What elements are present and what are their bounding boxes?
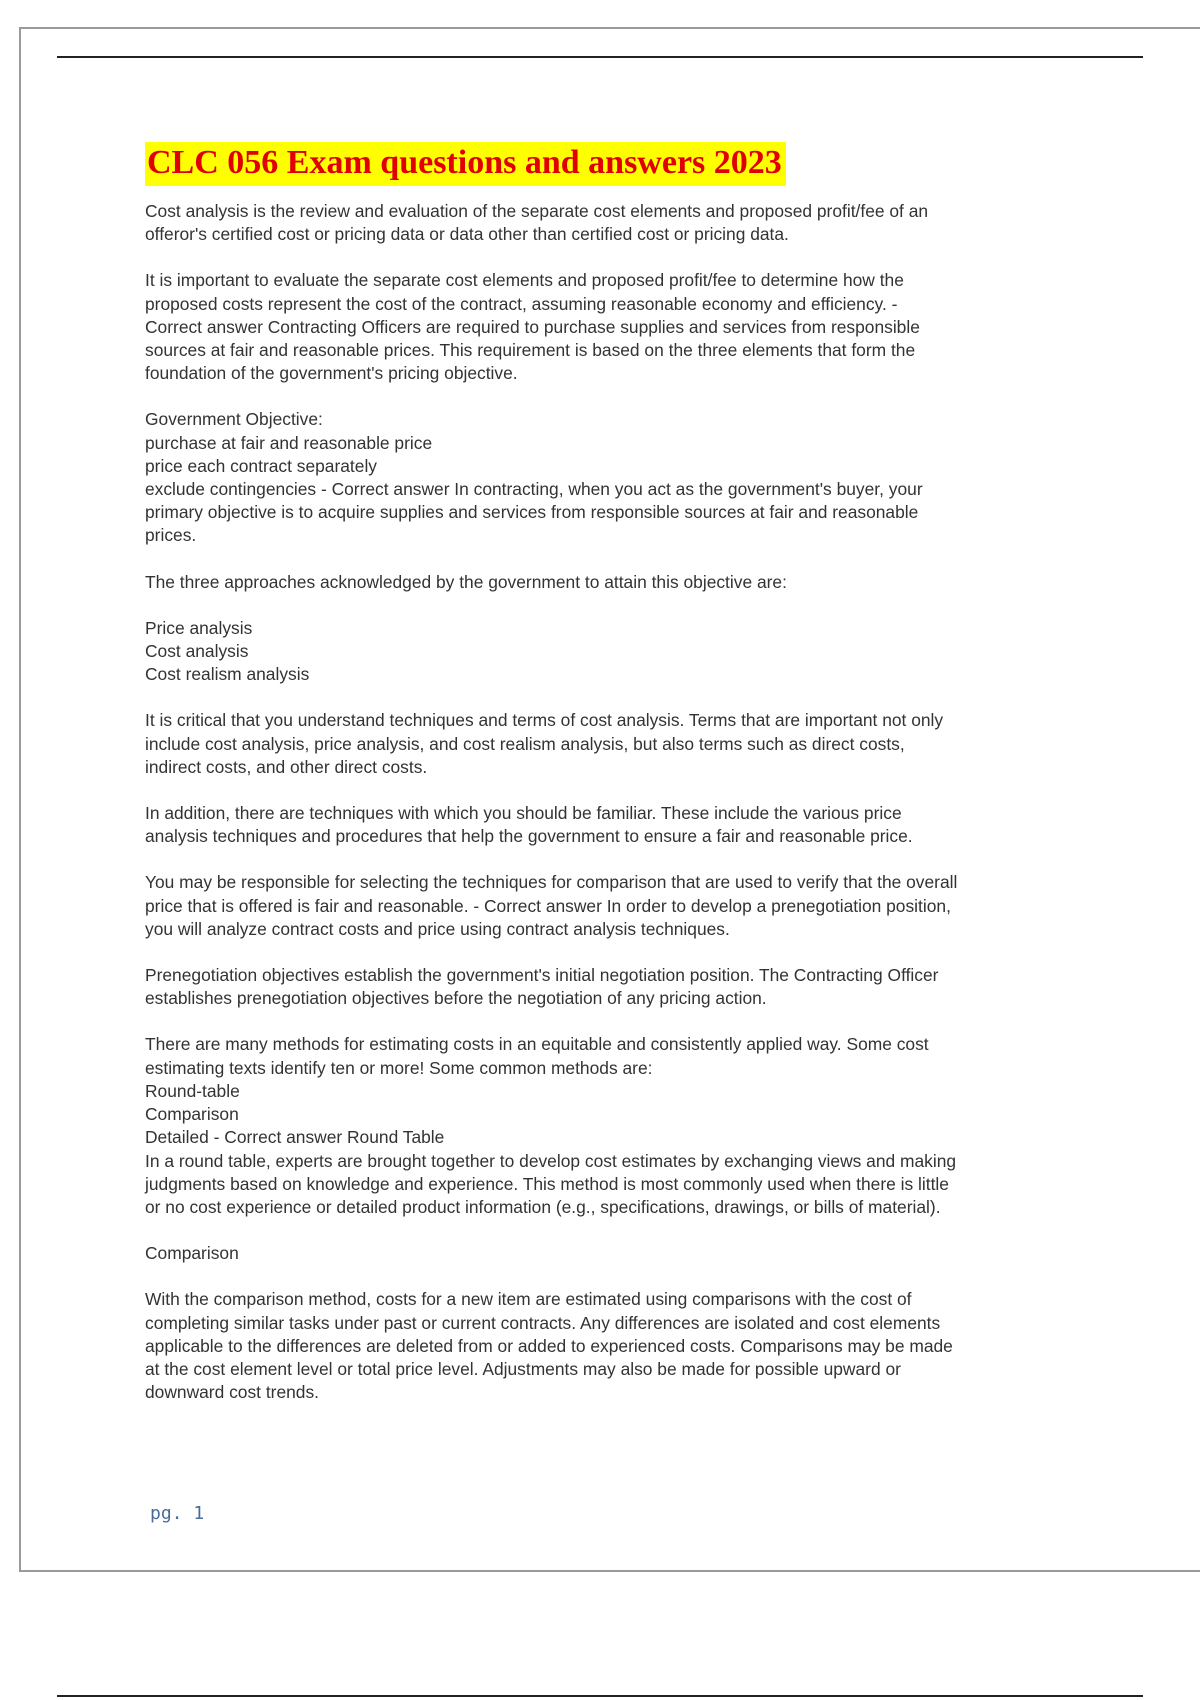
paragraph (145, 802, 1095, 848)
paragraph (145, 408, 1095, 547)
paragraph (145, 709, 1095, 779)
document-body (145, 142, 1095, 1427)
paragraph (145, 1033, 1095, 1219)
text-line: judgments based on knowledge and experience. This method is most commonly used when there is little (145, 1173, 949, 1194)
text-line: In addition, there are techniques with which you should be familiar. These include the various price (145, 803, 902, 824)
paragraph (145, 269, 1095, 385)
text-line: Comparison (145, 1243, 239, 1264)
text-line: completing similar tasks under past or current contracts. Any differences are isolated and cost elements (145, 1312, 941, 1333)
text-line: prices. (145, 525, 197, 546)
text-line: Correct answer Contracting Officers are required to purchase supplies and services from responsible (145, 316, 920, 337)
text-line: In a round table, experts are brought together to develop cost estimates by exchanging views and making (145, 1150, 957, 1171)
text-line: include cost analysis, price analysis, and cost realism analysis, but also terms such as direct costs, (145, 733, 905, 754)
paragraph (145, 1242, 1095, 1265)
text-line: Government Objective: (145, 409, 323, 430)
text-line: sources at fair and reasonable prices. This requirement is based on the three elements that form the (145, 340, 916, 361)
text-line: The three approaches acknowledged by the government to attain this objective are: (145, 571, 787, 592)
text-line: or no cost experience or detailed product information (e.g., specifications, drawings, or bills of material). (145, 1196, 941, 1217)
text-line: Detailed - Correct answer Round Table (145, 1127, 445, 1148)
text-line: It is important to evaluate the separate cost elements and proposed profit/fee to determine how the (145, 270, 904, 291)
text-line: applicable to the differences are deleted from or added to experienced costs. Comparisons may be made (145, 1335, 953, 1356)
text-line: price each contract separately (145, 455, 377, 476)
document-title: CLC 056 Exam questions and answers 2023 (145, 142, 786, 186)
text-line: exclude contingencies - Correct answer In contracting, when you act as the government's buyer, your (145, 479, 923, 500)
text-line: Cost analysis is the review and evaluation of the separate cost elements and proposed profit/fee of an (145, 201, 929, 221)
text-line: establishes prenegotiation objectives before the negotiation of any pricing action. (145, 988, 767, 1009)
paragraph (145, 571, 1095, 594)
paragraph (145, 964, 1095, 1010)
text-line: There are many methods for estimating costs in an equitable and consistently applied way. Some cost (145, 1034, 929, 1055)
text-line: purchase at fair and reasonable price (145, 432, 433, 453)
text-line: offeror's certified cost or pricing data or data other than certified cost or pricing data. (145, 224, 789, 245)
paragraph (145, 617, 1095, 687)
text-line: primary objective is to acquire supplies and services from responsible sources at fair and reasonable (145, 502, 919, 523)
text-line: indirect costs, and other direct costs. (145, 756, 428, 777)
paragraph (145, 1288, 1095, 1404)
text-line: at the cost element level or total price level. Adjustments may also be made for possible upward or (145, 1358, 901, 1379)
header-rule (57, 56, 1143, 58)
text-line: Price analysis (145, 617, 253, 638)
text-line: With the comparison method, costs for a new item are estimated using comparisons with the cost of (145, 1289, 912, 1310)
text-line: Cost analysis (145, 641, 249, 662)
text-line: price that is offered is fair and reasonable. - Correct answer In order to develop a prenegotiation position, (145, 895, 951, 916)
text-line: you will analyze contract costs and price using contract analysis techniques. (145, 918, 730, 939)
paragraph (145, 200, 1095, 246)
footer-rule (57, 1695, 1143, 1697)
text-line: Prenegotiation objectives establish the government's initial negotiation position. The Contracting Officer (145, 965, 939, 986)
text-line: Cost realism analysis (145, 664, 310, 685)
paragraph (145, 871, 1095, 941)
text-line: estimating texts identify ten or more! Some common methods are: (145, 1057, 653, 1078)
text-line: It is critical that you understand techniques and terms of cost analysis. Terms that are important not only (145, 710, 944, 731)
text-line: foundation of the government's pricing objective. (145, 363, 518, 384)
text-line: Round-table (145, 1080, 240, 1101)
text-line: analysis techniques and procedures that help the government to ensure a fair and reasonable price. (145, 826, 913, 847)
text-line: proposed costs represent the cost of the contract, assuming reasonable economy and efficiency. - (145, 293, 898, 314)
page-number: pg. 1 (150, 1503, 205, 1524)
text-line: Comparison (145, 1104, 239, 1125)
text-line: You may be responsible for selecting the techniques for comparison that are used to verify that the overall (145, 872, 958, 893)
text-line: downward cost trends. (145, 1382, 319, 1403)
